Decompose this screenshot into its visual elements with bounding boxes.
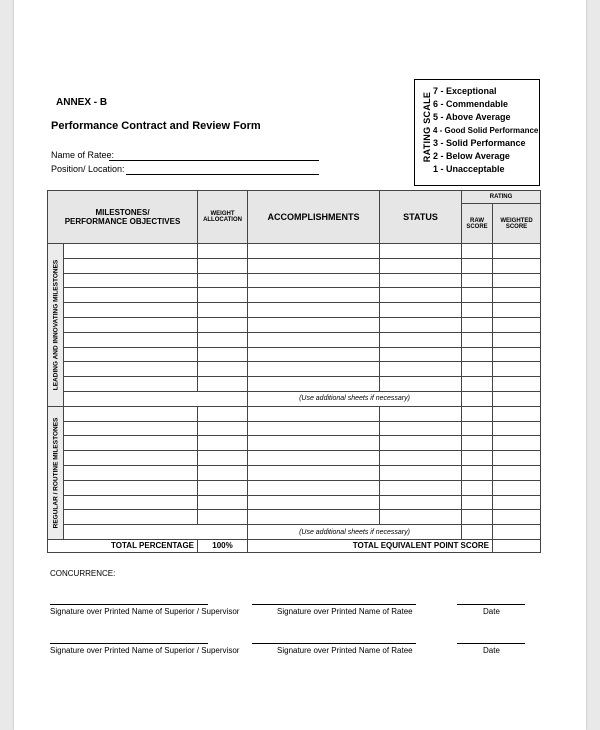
table-cell[interactable] [462, 436, 493, 451]
table-row [48, 244, 541, 259]
table-cell[interactable] [198, 465, 248, 480]
table-cell[interactable] [64, 480, 198, 495]
section1-side-label [48, 244, 64, 407]
table-cell[interactable] [380, 406, 462, 421]
table-cell[interactable] [380, 451, 462, 466]
table-cell[interactable] [493, 436, 541, 451]
table-row [48, 362, 541, 377]
table-cell[interactable] [462, 244, 493, 259]
table-cell[interactable] [64, 377, 198, 392]
table-row [48, 303, 541, 318]
table-cell[interactable] [64, 495, 198, 510]
table-cell[interactable] [493, 377, 541, 392]
rating-scale-item: 5 - Above Average [433, 112, 511, 122]
table-cell[interactable] [64, 451, 198, 466]
table-cell[interactable] [493, 510, 541, 525]
table-cell[interactable] [248, 288, 380, 303]
table-cell[interactable] [380, 510, 462, 525]
table-cell[interactable] [462, 510, 493, 525]
supervisor-signature-label-2: Signature over Printed Name of Superior / Supervisor [50, 646, 240, 655]
supervisor-signature-line-2[interactable] [50, 643, 208, 644]
section2-side-label [48, 406, 64, 539]
table-cell[interactable] [380, 495, 462, 510]
rating-scale-item: 1 - Unacceptable [433, 164, 505, 174]
table-cell[interactable] [380, 436, 462, 451]
table-cell [64, 525, 248, 540]
table-cell[interactable] [493, 288, 541, 303]
table-cell[interactable] [198, 495, 248, 510]
date-label-2: Date [483, 646, 500, 655]
form-page [14, 0, 586, 730]
table-cell[interactable] [462, 258, 493, 273]
performance-table [47, 190, 541, 553]
table-cell[interactable] [493, 258, 541, 273]
accomplishments-header: ACCOMPLISHMENTS [248, 191, 380, 244]
date-line-2[interactable] [457, 643, 525, 644]
table-cell[interactable] [462, 451, 493, 466]
table-row [48, 288, 541, 303]
annex-label: ANNEX - B [56, 97, 108, 108]
table-cell[interactable] [64, 317, 198, 332]
ratee-signature-label-2: Signature over Printed Name of Ratee [277, 646, 413, 655]
name-of-ratee-label: Name of Ratee: [51, 150, 115, 160]
rating-scale-item: 2 - Below Average [433, 151, 510, 161]
table-cell[interactable] [462, 421, 493, 436]
table-cell[interactable] [64, 406, 198, 421]
date-label-1: Date [483, 607, 500, 616]
section-label: REGULAR / ROUTINE MILESTONES [52, 417, 59, 529]
table-cell[interactable] [493, 495, 541, 510]
table-cell[interactable] [248, 406, 380, 421]
table-cell[interactable] [198, 406, 248, 421]
table-cell[interactable] [493, 317, 541, 332]
table-cell[interactable] [380, 377, 462, 392]
table-cell[interactable] [248, 303, 380, 318]
table-cell[interactable] [380, 258, 462, 273]
table-cell [493, 525, 541, 540]
table-cell[interactable] [380, 332, 462, 347]
table-cell[interactable] [198, 480, 248, 495]
rating-scale-item: 3 - Solid Performance [433, 138, 526, 148]
table-cell[interactable] [380, 317, 462, 332]
rating-scale-item: 4 - Good Solid Performance [433, 126, 539, 135]
table-row [48, 273, 541, 288]
table-cell[interactable] [198, 288, 248, 303]
rating-scale-label: RATING SCALE [422, 91, 432, 163]
table-cell[interactable] [248, 362, 380, 377]
table-cell[interactable] [64, 465, 198, 480]
table-cell[interactable] [64, 303, 198, 318]
concurrence-label: CONCURRENCE: [50, 569, 116, 578]
table-cell[interactable] [380, 480, 462, 495]
table-row [48, 510, 541, 525]
rating-scale-item: 7 - Exceptional [433, 86, 497, 96]
table-cell[interactable] [462, 317, 493, 332]
table-cell[interactable] [198, 303, 248, 318]
table-cell[interactable] [380, 244, 462, 259]
table-row [48, 347, 541, 362]
table-cell[interactable] [248, 258, 380, 273]
table-row [48, 258, 541, 273]
table-row [48, 480, 541, 495]
date-line-1[interactable] [457, 604, 525, 605]
total-point-score-value[interactable] [493, 539, 541, 552]
table-row [48, 465, 541, 480]
table-cell[interactable] [380, 362, 462, 377]
table-cell[interactable] [493, 347, 541, 362]
section-label: LEADING AND INNOVATING MILESTONES [52, 259, 59, 391]
table-cell[interactable] [493, 303, 541, 318]
rating-header: RATING [462, 191, 541, 204]
table-cell[interactable] [493, 421, 541, 436]
table-cell[interactable] [64, 273, 198, 288]
table-cell[interactable] [198, 332, 248, 347]
table-row [48, 377, 541, 392]
table-cell[interactable] [462, 332, 493, 347]
table-cell[interactable] [493, 406, 541, 421]
table-cell [493, 391, 541, 406]
table-cell[interactable] [462, 273, 493, 288]
total-row [48, 539, 541, 552]
table-row [48, 451, 541, 466]
table-cell[interactable] [493, 332, 541, 347]
table-cell[interactable] [248, 510, 380, 525]
raw-score-header: RAW SCORE [462, 204, 493, 244]
table-cell[interactable] [380, 465, 462, 480]
table-cell[interactable] [462, 495, 493, 510]
milestones-header: MILESTONES/ PERFORMANCE OBJECTIVES [48, 191, 198, 244]
table-cell[interactable] [198, 510, 248, 525]
table-cell[interactable] [380, 347, 462, 362]
form-title: Performance Contract and Review Form [51, 120, 261, 132]
table-cell[interactable] [64, 244, 198, 259]
table-cell[interactable] [462, 362, 493, 377]
table-cell[interactable] [493, 451, 541, 466]
total-percentage-value: 100% [198, 539, 248, 552]
table-cell[interactable] [380, 421, 462, 436]
total-percentage-label: TOTAL PERCENTAGE [48, 539, 198, 552]
table-cell[interactable] [248, 347, 380, 362]
table-cell[interactable] [248, 377, 380, 392]
table-cell[interactable] [493, 480, 541, 495]
name-of-ratee-field[interactable] [109, 160, 319, 161]
table-cell[interactable] [493, 465, 541, 480]
table-cell[interactable] [248, 436, 380, 451]
table-cell[interactable] [248, 495, 380, 510]
table-cell[interactable] [248, 451, 380, 466]
table-cell[interactable] [198, 258, 248, 273]
table-cell[interactable] [198, 273, 248, 288]
rating-scale-item: 6 - Commendable [433, 99, 509, 109]
ratee-signature-line-1[interactable] [252, 604, 416, 605]
table-cell[interactable] [248, 465, 380, 480]
additional-sheets-note: (Use additional sheets if necessary) [248, 391, 462, 406]
ratee-signature-label-1: Signature over Printed Name of Ratee [277, 607, 413, 616]
status-header: STATUS [380, 191, 462, 244]
table-cell[interactable] [198, 377, 248, 392]
table-cell[interactable] [248, 317, 380, 332]
total-point-score-label: TOTAL EQUIVALENT POINT SCORE [248, 539, 493, 552]
table-cell [462, 391, 493, 406]
table-cell[interactable] [198, 436, 248, 451]
table-row [48, 406, 541, 421]
table-cell[interactable] [248, 421, 380, 436]
table-cell[interactable] [462, 303, 493, 318]
table-cell[interactable] [462, 465, 493, 480]
table-cell[interactable] [198, 421, 248, 436]
weighted-score-header: WEIGHTED SCORE [493, 204, 541, 244]
table-cell[interactable] [380, 288, 462, 303]
table-note-row [48, 525, 541, 540]
table-cell[interactable] [462, 480, 493, 495]
table-cell[interactable] [493, 273, 541, 288]
table-cell[interactable] [462, 377, 493, 392]
table-cell[interactable] [198, 362, 248, 377]
table-row [48, 436, 541, 451]
table-cell[interactable] [462, 406, 493, 421]
table-cell [64, 391, 248, 406]
table-cell[interactable] [493, 244, 541, 259]
table-cell[interactable] [198, 451, 248, 466]
table-cell[interactable] [64, 347, 198, 362]
position-location-field[interactable] [126, 174, 319, 175]
ratee-signature-line-2[interactable] [252, 643, 416, 644]
table-cell[interactable] [248, 244, 380, 259]
supervisor-signature-line-1[interactable] [50, 604, 208, 605]
table-row [48, 421, 541, 436]
additional-sheets-note: (Use additional sheets if necessary) [248, 525, 462, 540]
rating-scale-box [414, 79, 540, 186]
table-cell[interactable] [64, 332, 198, 347]
table-cell[interactable] [380, 273, 462, 288]
table-cell[interactable] [248, 273, 380, 288]
table-cell[interactable] [198, 317, 248, 332]
table-row [48, 332, 541, 347]
table-cell[interactable] [462, 288, 493, 303]
table-cell[interactable] [64, 510, 198, 525]
position-location-label: Position/ Location: [51, 164, 125, 174]
weight-allocation-header: WEIGHT ALLOCATION [198, 191, 248, 244]
table-cell[interactable] [248, 480, 380, 495]
table-cell[interactable] [380, 303, 462, 318]
table-cell[interactable] [248, 332, 380, 347]
table-cell[interactable] [198, 244, 248, 259]
table-cell[interactable] [64, 258, 198, 273]
rating-scale-list [433, 85, 538, 176]
table-cell[interactable] [64, 421, 198, 436]
table-row [48, 317, 541, 332]
table-note-row [48, 391, 541, 406]
table-row [48, 495, 541, 510]
supervisor-signature-label-1: Signature over Printed Name of Superior / Supervisor [50, 607, 240, 616]
table-cell[interactable] [64, 436, 198, 451]
table-cell[interactable] [462, 347, 493, 362]
table-cell[interactable] [64, 288, 198, 303]
table-cell[interactable] [64, 362, 198, 377]
table-cell[interactable] [198, 347, 248, 362]
table-cell [462, 525, 493, 540]
table-cell[interactable] [493, 362, 541, 377]
